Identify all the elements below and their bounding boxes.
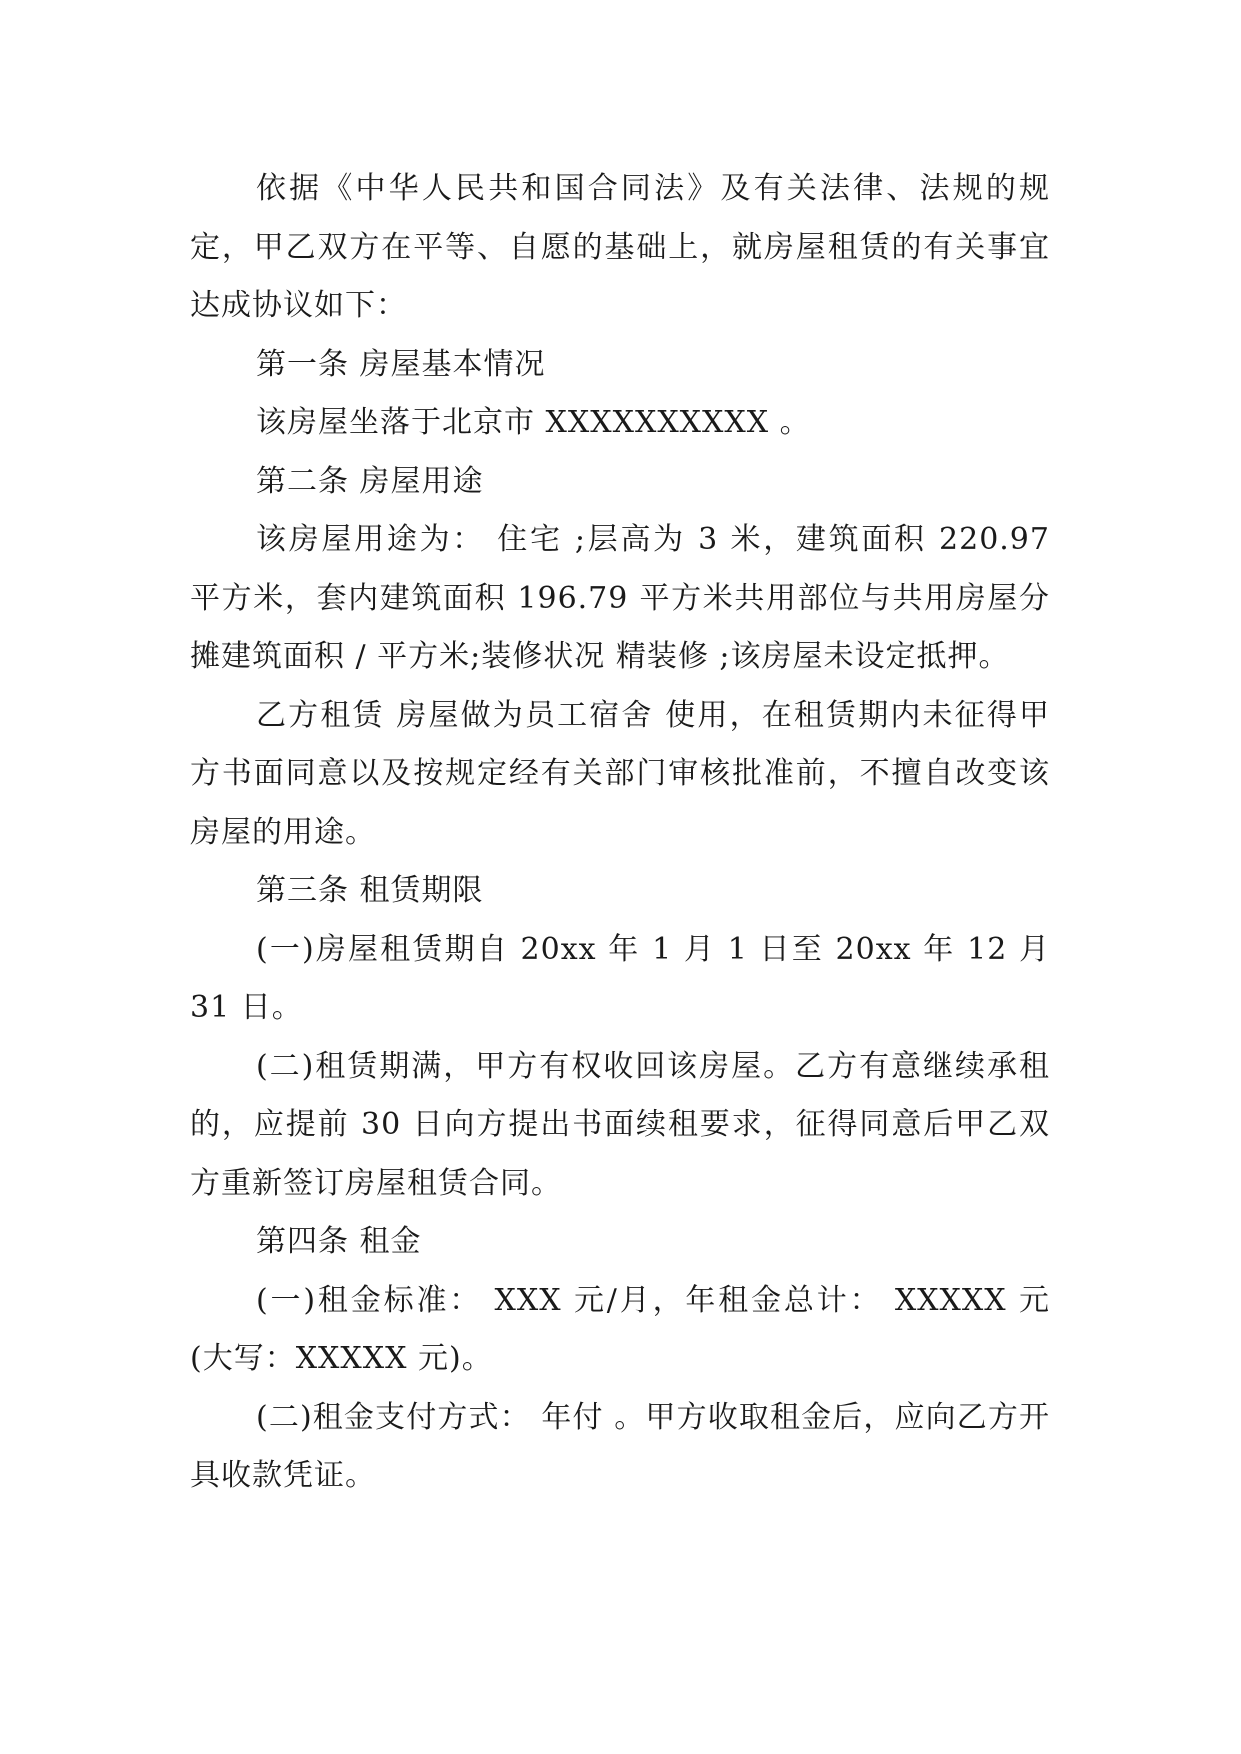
document-body	[190, 160, 1050, 1506]
article-4-rent-standard: (一)租金标准： XXX 元/月，年租金总计： XXXXX 元(大写：XXXXX 元)。	[190, 1282, 1050, 1376]
article-2-usage-details: 该房屋用途为： 住宅 ;层高为 3 米，建筑面积 220.97 平方米，套内建筑面积 196.79 平方米共用部位与共用房屋分摊建筑面积 / 平方米;装修状况 精装修 ;该房屋未设定抵押。	[190, 522, 1050, 674]
article-4-payment-method: (二)租金支付方式： 年付 。甲方收取租金后，应向乙方开具收款凭证。	[190, 1399, 1050, 1493]
article-2-heading: 第二条 房屋用途	[256, 463, 484, 499]
article-2-usage-restriction: 乙方租赁 房屋做为员工宿舍 使用，在租赁期内未征得甲方书面同意以及按规定经有关部门审核批准前，不擅自改变该房屋的用途。	[190, 697, 1050, 850]
article-3-term-period: (一)房屋租赁期自 20xx 年 1 月 1 日至 20xx 年 12 月 31 日。	[190, 931, 1050, 1025]
article-1-heading: 第一条 房屋基本情况	[256, 346, 546, 382]
article-4-heading: 第四条 租金	[256, 1224, 422, 1259]
paragraph-intro: 依据《中华人民共和国合同法》及有关法律、法规的规定，甲乙双方在平等、自愿的基础上，就房屋租赁的有关事宜达成协议如下：	[190, 171, 1050, 323]
article-1-location: 该房屋坐落于北京市 XXXXXXXXXX 。	[256, 405, 811, 440]
article-3-heading: 第三条 租赁期限	[256, 873, 484, 908]
article-3-renewal: (二)租赁期满，甲方有权收回该房屋。乙方有意继续承租的，应提前 30 日向方提出书面续租要求，征得同意后甲乙双方重新签订房屋租赁合同。	[190, 1048, 1050, 1201]
